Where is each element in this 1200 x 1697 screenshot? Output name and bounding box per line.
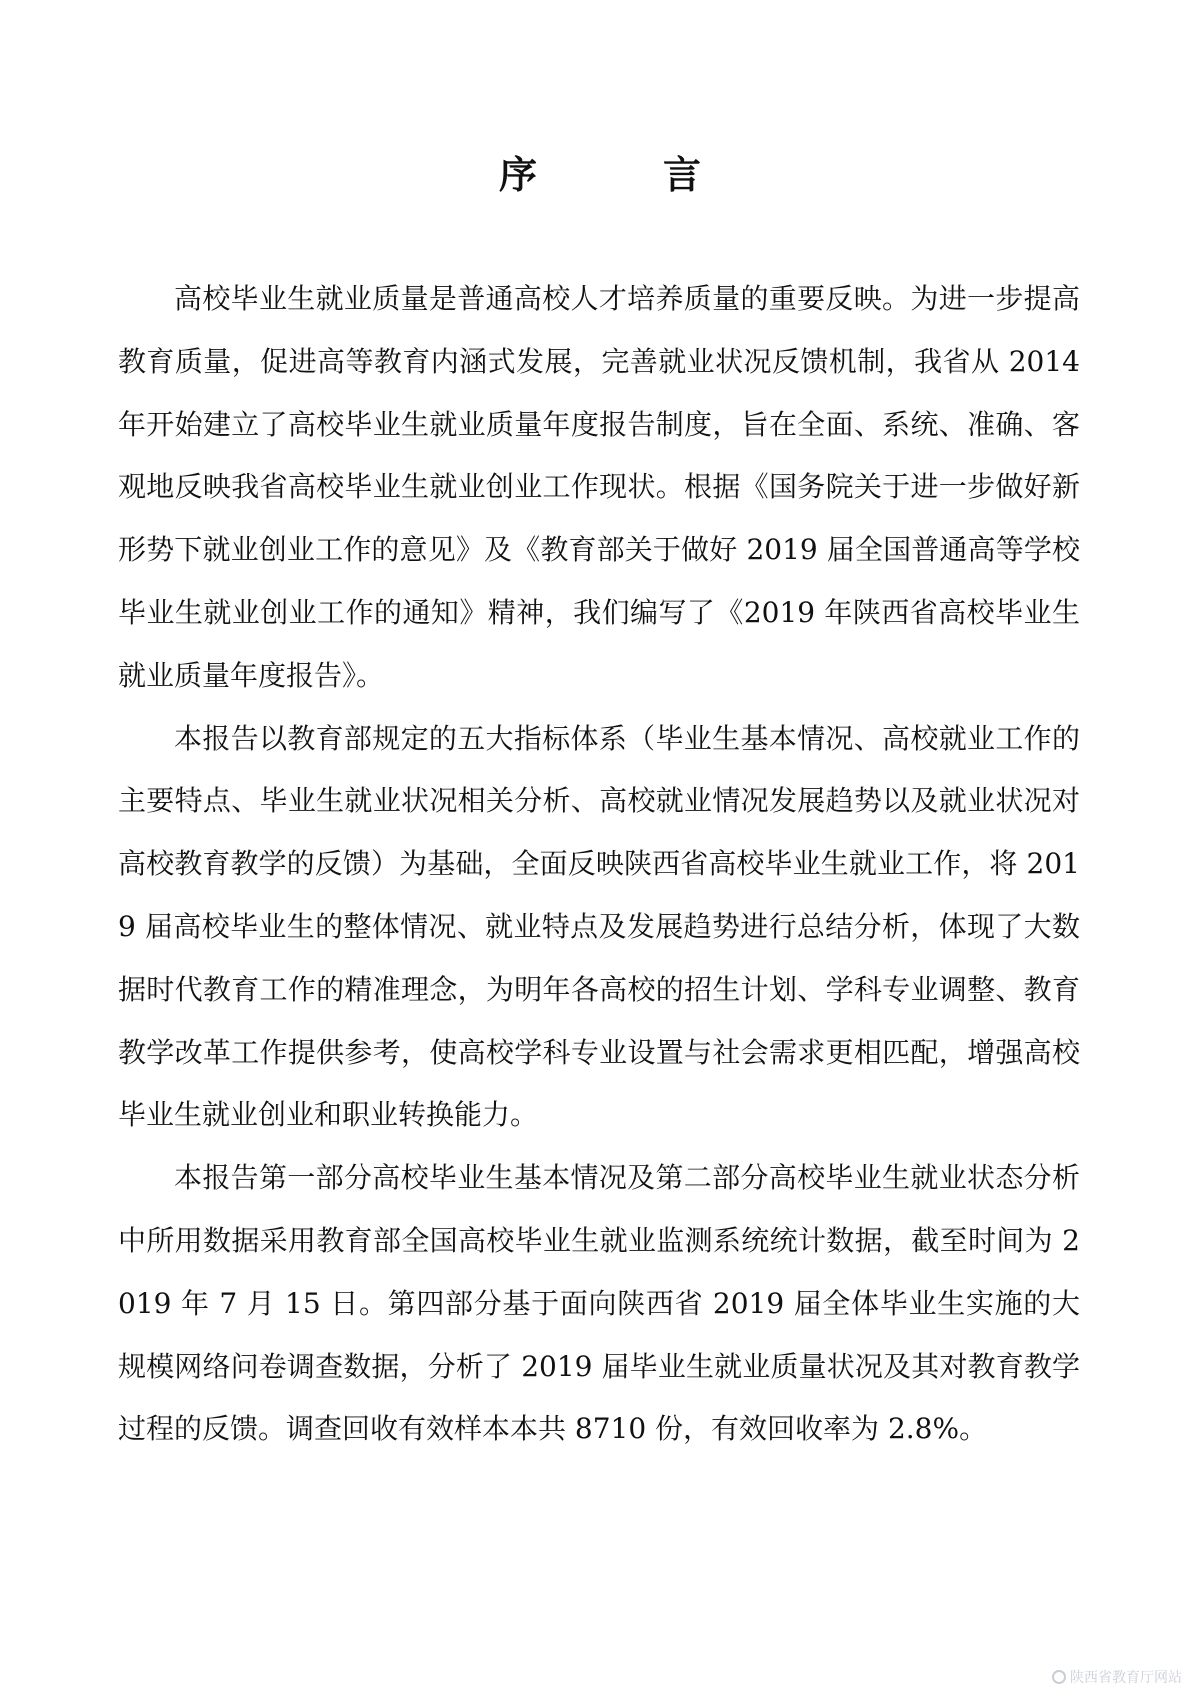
logo-icon bbox=[1052, 1670, 1066, 1684]
watermark-text: 陕西省教育厅网站 bbox=[1070, 1670, 1182, 1686]
paragraph-2: 本报告以教育部规定的五大指标体系（毕业生基本情况、高校就业工作的主要特点、毕业生就业状况相关分析、高校就业情况发展趋势以及就业状况对高校教育教学的反馈）为基础，全面反映陕西省高校毕业生就业工作，将 2019 届高校毕业生的整体情况、就业特点及发展趋势进行总结分析，体现了大数据时代教育工作的精准理念，为明年各高校的招生计划、学科专业调整、教育教学改革工作提供参考，使高校学科专业设置与社会需求更相匹配，增强高校毕业生就业创业和职业转换能力。 bbox=[118, 721, 1080, 1132]
site-watermark bbox=[1052, 1667, 1182, 1687]
paragraph-3: 本报告第一部分高校毕业生基本情况及第二部分高校毕业生就业状态分析中所用数据采用教育部全国高校毕业生就业监测系统统计数据，截至时间为 2019 年 7 月 15 日。第四部分基于面向陕西省 2019 届全体毕业生实施的大规模网络问卷调查数据，分析了 2019 届毕业生就业质量状况及其对教育教学过程的反馈。调查回收有效样本本共 8710 份，有效回收率为 2.8%。 bbox=[118, 1161, 1080, 1446]
preface-body bbox=[118, 268, 1080, 1461]
paragraph-1: 高校毕业生就业质量是普通高校人才培养质量的重要反映。为进一步提高教育质量，促进高等教育内涵式发展，完善就业状况反馈机制，我省从 2014 年开始建立了高校毕业生就业质量年度报告制度，旨在全面、系统、准确、客观地反映我省高校毕业生就业创业工作现状。根据《国务院关于进一步做好新形势下就业创业工作的意见》及《教育部关于做好 2019 届全国普通高等学校毕业生就业创业工作的通知》精神，我们编写了《2019 年陕西省高校毕业生就业质量年度报告》。 bbox=[118, 282, 1080, 692]
page-title: 序 言 bbox=[498, 152, 745, 197]
